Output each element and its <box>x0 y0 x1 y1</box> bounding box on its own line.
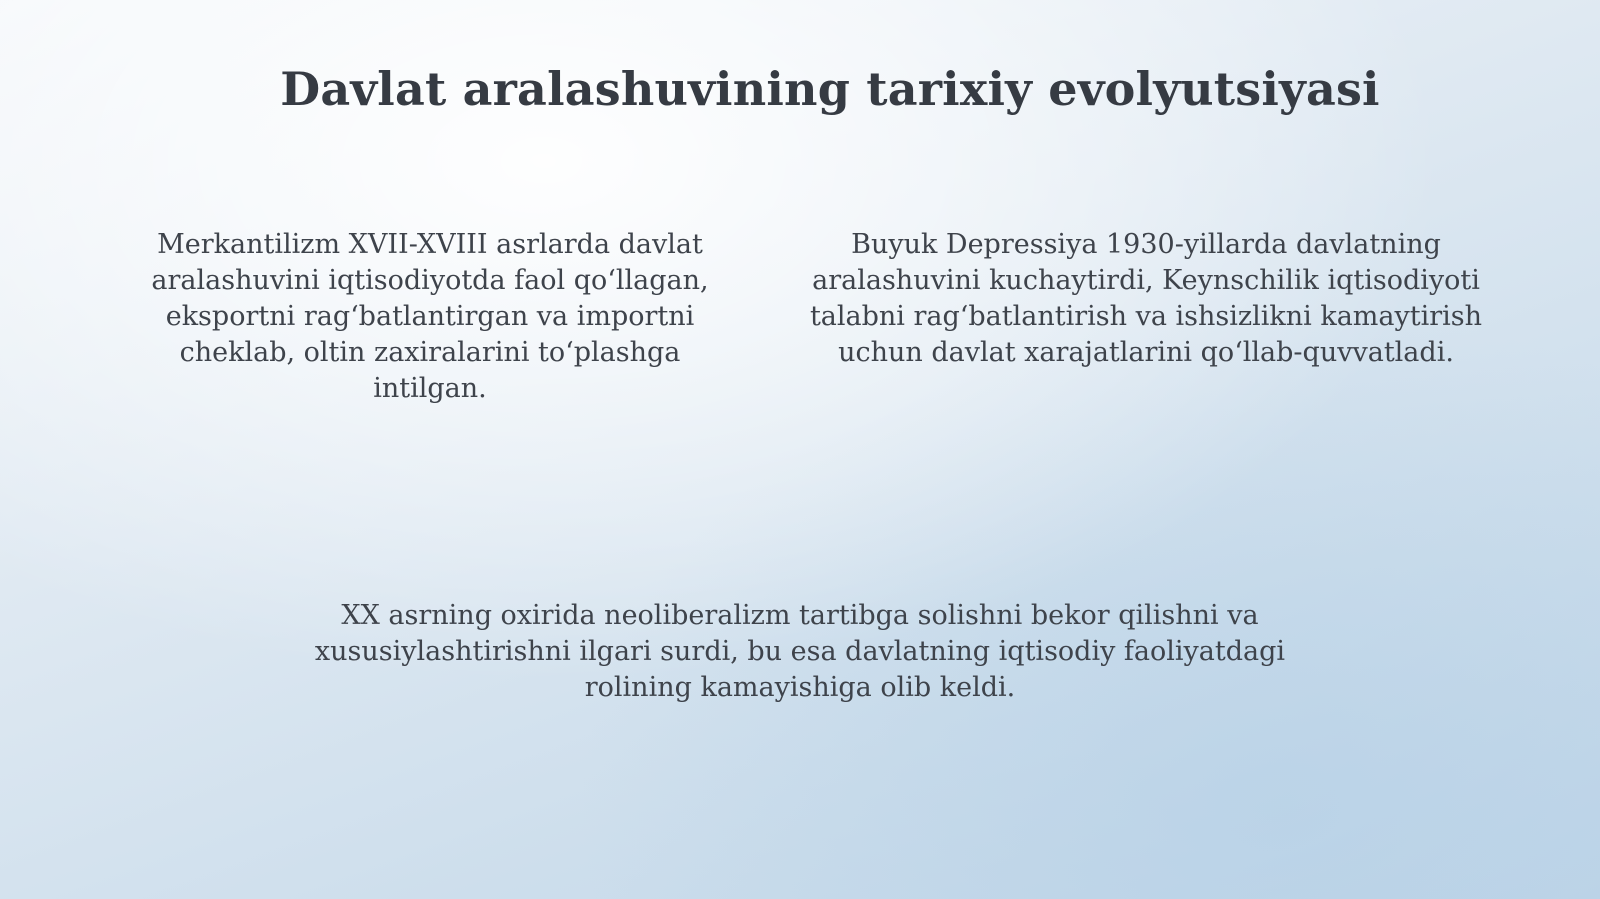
text-block-great-depression: Buyuk Depressiya 1930-yillarda davlatning aralashuvini kuchaytirdi, Keynschilik iqtisodiyoti talabni rag‘batlantirish va ishsizlikni kamaytirish uchun davlat xarajatlarini qo‘llab-quvvatladi. <box>809 229 1483 368</box>
text-block-mercantilism: Merkantilizm XVII-XVIII asrlarda davlat aralashuvini iqtisodiyotda faol qo‘llagan, eksportni rag‘batlantirgan va importni cheklab, oltin zaxiralarini to‘plashga intilgan. <box>151 229 709 404</box>
slide-title: Davlat aralashuvining tarixiy evolyutsiyasi <box>280 62 1380 116</box>
text-block-neoliberalism: XX asrning oxirida neoliberalizm tartibga solishni bekor qilishni va xususiylashtirishni ilgari surdi, bu esa davlatning iqtisodiy faoliyatdagi rolining kamayishiga olib keldi. <box>314 600 1286 703</box>
